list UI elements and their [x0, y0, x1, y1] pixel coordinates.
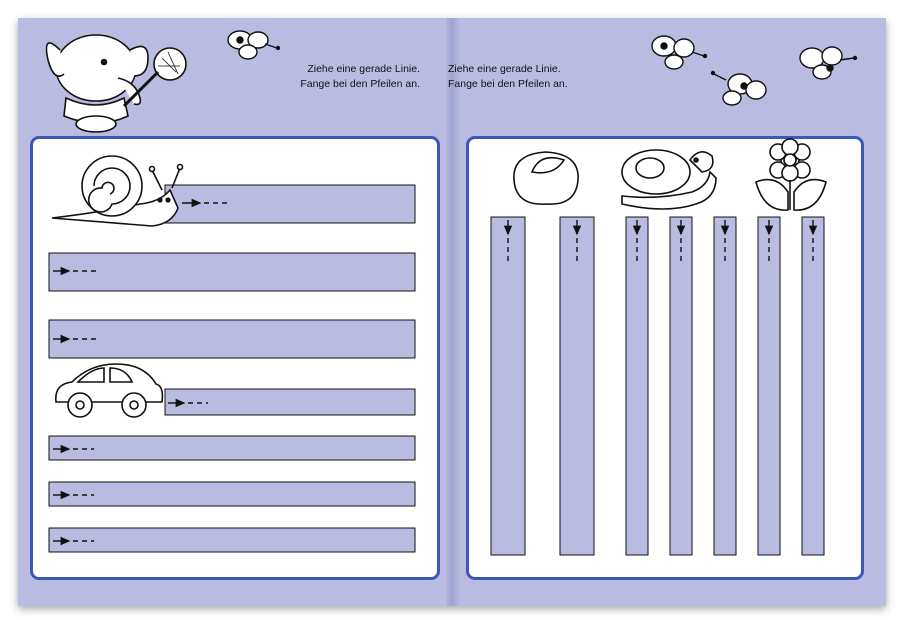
right-instruction-line1: Ziehe eine gerade Linie.	[448, 63, 561, 75]
butterfly-icon	[652, 36, 707, 69]
right-instruction-line2: Fange bei den Pfeilen an.	[448, 78, 568, 90]
snail-icon	[52, 156, 183, 226]
butterfly-icon	[228, 31, 280, 59]
apple-icon	[514, 152, 578, 204]
left-instruction-line1: Ziehe eine gerade Linie.	[307, 63, 420, 75]
left-instruction-line2: Fange bei den Pfeilen an.	[300, 78, 420, 90]
snail-icon	[622, 150, 716, 209]
butterfly-icon	[712, 72, 767, 106]
butterfly-icon	[800, 47, 857, 79]
flower-icon	[756, 139, 826, 210]
vertical-tracing-bands	[491, 217, 824, 555]
car-icon	[56, 364, 163, 417]
elephant-icon	[47, 35, 187, 132]
